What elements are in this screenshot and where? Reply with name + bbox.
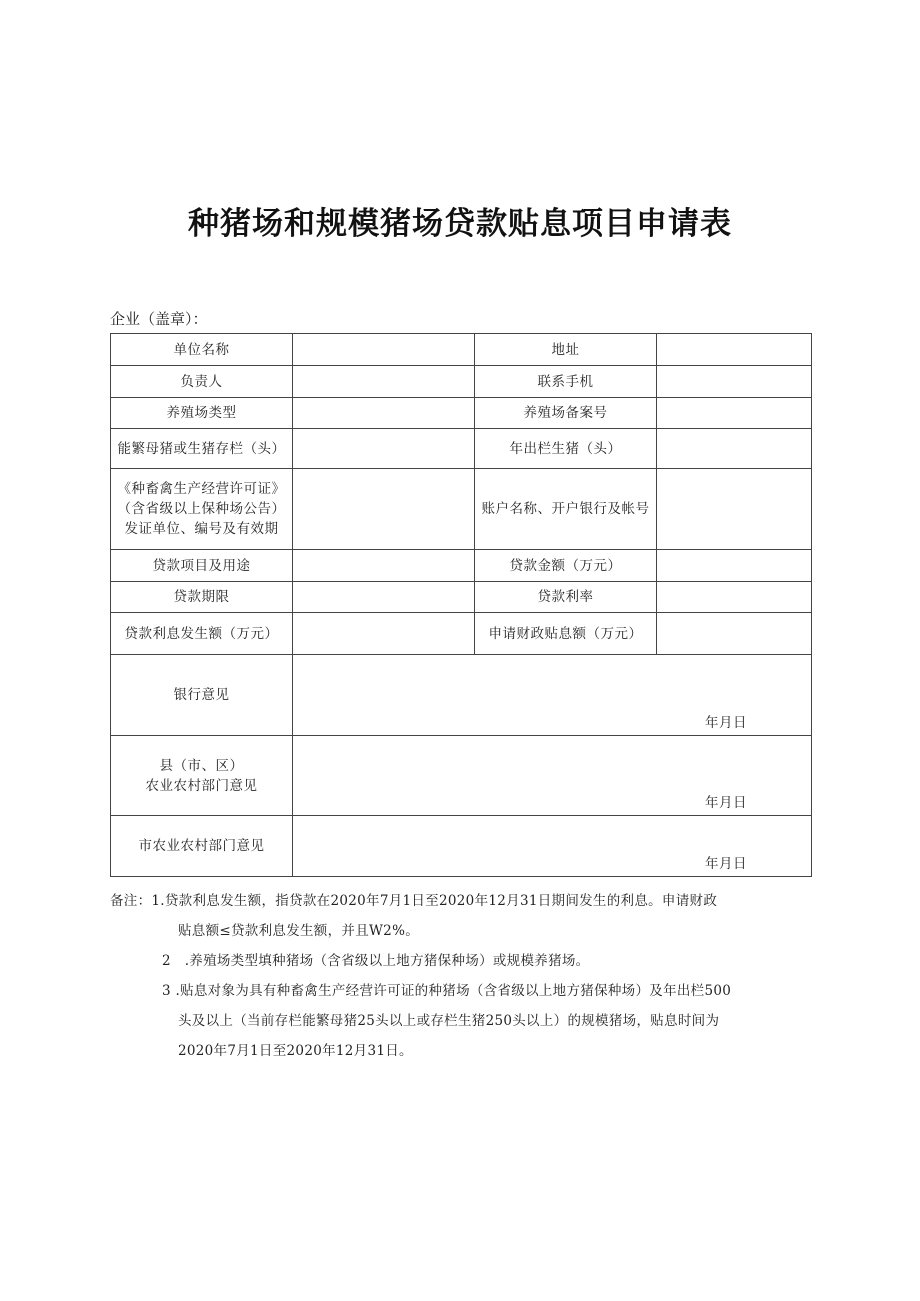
- license-label: 《种畜禽生产经营许可证》（含省级以上保种场公告）发证单位、编号及有效期: [111, 469, 293, 550]
- table-row: [111, 334, 812, 366]
- table-row: [111, 429, 812, 469]
- unit-name-label: 单位名称: [111, 334, 293, 366]
- company-seal-label: 企业（盖章）：: [110, 310, 208, 328]
- city-opinion-date: 年月日: [705, 856, 747, 872]
- bank-opinion-date: 年月日: [705, 715, 747, 731]
- note-2: 2 .养殖场类型填种猪场（含省级以上地方猪保种场）或规模养猪场。: [162, 953, 590, 969]
- table-row: [111, 613, 812, 655]
- license-field[interactable]: [293, 469, 475, 550]
- annual-output-label: 年出栏生猪（头）: [475, 429, 657, 469]
- table-row: [111, 398, 812, 429]
- application-form-table: [110, 333, 812, 877]
- loan-rate-label: 贷款利率: [475, 582, 657, 613]
- sow-stock-field[interactable]: [293, 429, 475, 469]
- loan-purpose-label: 贷款项目及用途: [111, 550, 293, 582]
- loan-term-field[interactable]: [293, 582, 475, 613]
- table-row: [111, 366, 812, 398]
- table-row: [111, 655, 812, 736]
- table-row: [111, 816, 812, 877]
- county-opinion-label-line2: 农业农村部门意见: [145, 777, 258, 794]
- account-field[interactable]: [657, 469, 812, 550]
- farm-record-no-field[interactable]: [657, 398, 812, 429]
- note-1-line-1: 备注：1.贷款利息发生额，指贷款在2020年7月1日至2020年12月31日期间发生的利息。申请财政: [110, 893, 718, 909]
- loan-rate-field[interactable]: [657, 582, 812, 613]
- page-title: 种猪场和规模猪场贷款贴息项目申请表: [188, 206, 732, 242]
- table-row: [111, 736, 812, 816]
- county-opinion-label: [111, 736, 293, 816]
- table-row: [111, 582, 812, 613]
- notes-section: [110, 886, 810, 1066]
- loan-term-label: 贷款期限: [111, 582, 293, 613]
- farm-type-field[interactable]: [293, 398, 475, 429]
- county-opinion-field[interactable]: [293, 736, 812, 816]
- city-opinion-label: 市农业农村部门意见: [111, 816, 293, 877]
- city-opinion-field[interactable]: [293, 816, 812, 877]
- responsible-label: 负责人: [111, 366, 293, 398]
- interest-amount-field[interactable]: [293, 613, 475, 655]
- address-field[interactable]: [657, 334, 812, 366]
- bank-opinion-field[interactable]: [293, 655, 812, 736]
- address-label: 地址: [475, 334, 657, 366]
- subsidy-request-label: 申请财政贴息额（万元）: [475, 613, 657, 655]
- responsible-field[interactable]: [293, 366, 475, 398]
- loan-purpose-field[interactable]: [293, 550, 475, 582]
- loan-amount-field[interactable]: [657, 550, 812, 582]
- bank-opinion-label: 银行意见: [111, 655, 293, 736]
- subsidy-request-field[interactable]: [657, 613, 812, 655]
- loan-amount-label: 贷款金额（万元）: [475, 550, 657, 582]
- unit-name-field[interactable]: [293, 334, 475, 366]
- table-row: [111, 469, 812, 550]
- account-label: 账户名称、开户银行及帐号: [475, 469, 657, 550]
- note-1-line-2: 贴息额≤贷款利息发生额，并且W2%。: [178, 923, 420, 939]
- farm-type-label: 养殖场类型: [111, 398, 293, 429]
- note-3-line-2: 头及以上（当前存栏能繁母猪25头以上或存栏生猪250头以上）的规模猪场，贴息时间为: [178, 1013, 720, 1029]
- county-opinion-date: 年月日: [705, 795, 747, 811]
- county-opinion-label-line1: 县（市、区）: [159, 757, 244, 774]
- farm-record-no-label: 养殖场备案号: [475, 398, 657, 429]
- note-3-line-3: 2020年7月1日至2020年12月31日。: [178, 1043, 413, 1059]
- mobile-label: 联系手机: [475, 366, 657, 398]
- mobile-field[interactable]: [657, 366, 812, 398]
- note-3-line-1: 3 .贴息对象为具有种畜禽生产经营许可证的种猪场（含省级以上地方猪保种场）及年出栏500: [162, 983, 732, 999]
- table-row: [111, 550, 812, 582]
- annual-output-field[interactable]: [657, 429, 812, 469]
- sow-stock-label: 能繁母猪或生猪存栏（头）: [111, 429, 293, 469]
- interest-amount-label: 贷款利息发生额（万元）: [111, 613, 293, 655]
